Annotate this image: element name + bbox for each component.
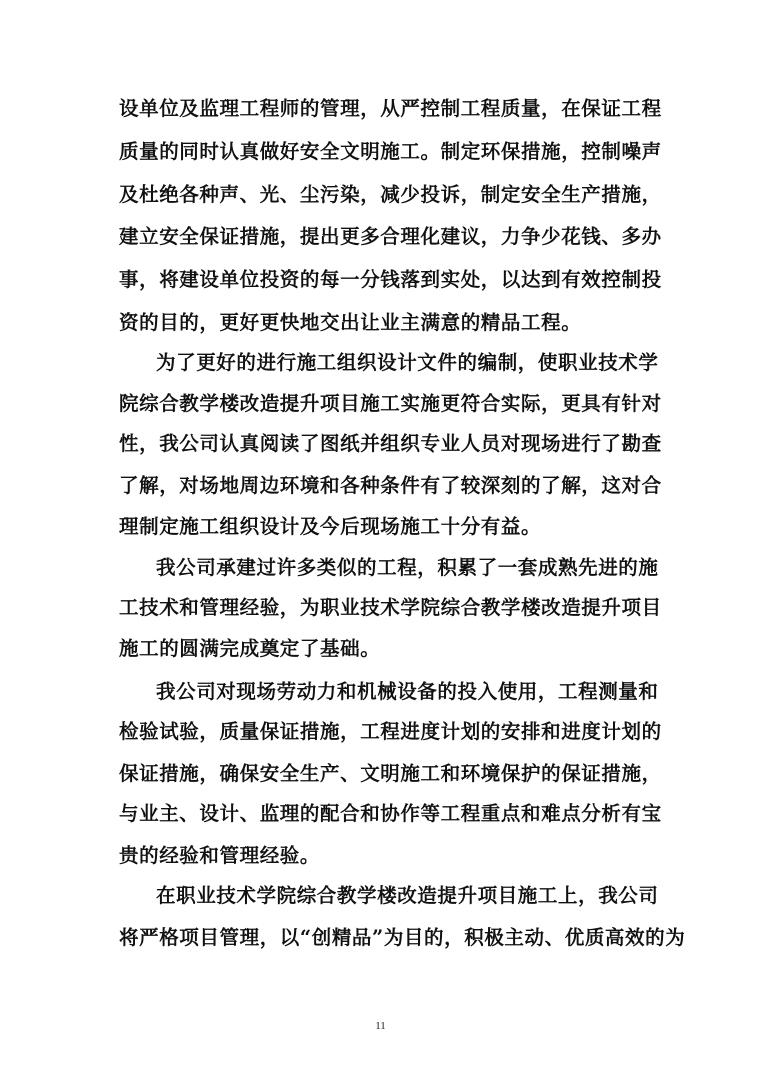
text-line: 在职业技术学院综合教学楼改造提升项目施工上，我公司: [156, 884, 659, 907]
text-line: 与业主、设计、监理的配合和协作等工程重点和难点分析有宝: [119, 802, 662, 825]
text-line: 保证措施，确保安全生产、文明施工和环境保护的保证措施，: [119, 762, 662, 785]
text-line: 理制定施工组织设计及今后现场施工十分有益。: [119, 515, 542, 538]
text-line: 贵的经验和管理经验。: [119, 844, 321, 867]
text-line: 了解，对场地周边环境和各种条件有了较深刻的了解，这对合: [119, 474, 662, 497]
text-line: 质量的同时认真做好安全文明施工。制定环保措施，控制噪声: [119, 140, 662, 163]
text-line: 施工的圆满完成奠定了基础。: [119, 637, 381, 660]
page-number: 11: [375, 1020, 386, 1032]
text-line: 我公司承建过许多类似的工程，积累了一套成熟先进的施: [156, 556, 659, 579]
text-line: 设单位及监理工程师的管理，从严控制工程质量，在保证工程: [119, 97, 662, 120]
text-line: 及杜绝各种声、光、尘污染，减少投诉，制定安全生产措施，: [119, 183, 662, 206]
text-line: 检验试验，质量保证措施，工程进度计划的安排和进度计划的: [119, 720, 662, 743]
text-line: 性，我公司认真阅读了图纸并组织专业人员对现场进行了勘查: [119, 432, 662, 455]
text-line: 建立安全保证措施，提出更多合理化建议，力争少花钱、多办: [119, 225, 662, 248]
text-line: 事，将建设单位投资的每一分钱落到实处，以达到有效控制投: [119, 268, 662, 291]
text-line: 我公司对现场劳动力和机械设备的投入使用，工程测量和: [156, 680, 659, 703]
text-line: 将严格项目管理，以“创精品”为目的，积极主动、优质高效的为: [119, 926, 686, 949]
text-line: 为了更好的进行施工组织设计文件的编制，使职业技术学: [156, 351, 659, 374]
text-line: 院综合教学楼改造提升项目施工实施更符合实际，更具有针对: [119, 392, 662, 415]
text-line: 资的目的，更好更快地交出让业主满意的精品工程。: [119, 311, 582, 334]
text-line: 工技术和管理经验，为职业技术学院综合教学楼改造提升项目: [119, 596, 662, 619]
